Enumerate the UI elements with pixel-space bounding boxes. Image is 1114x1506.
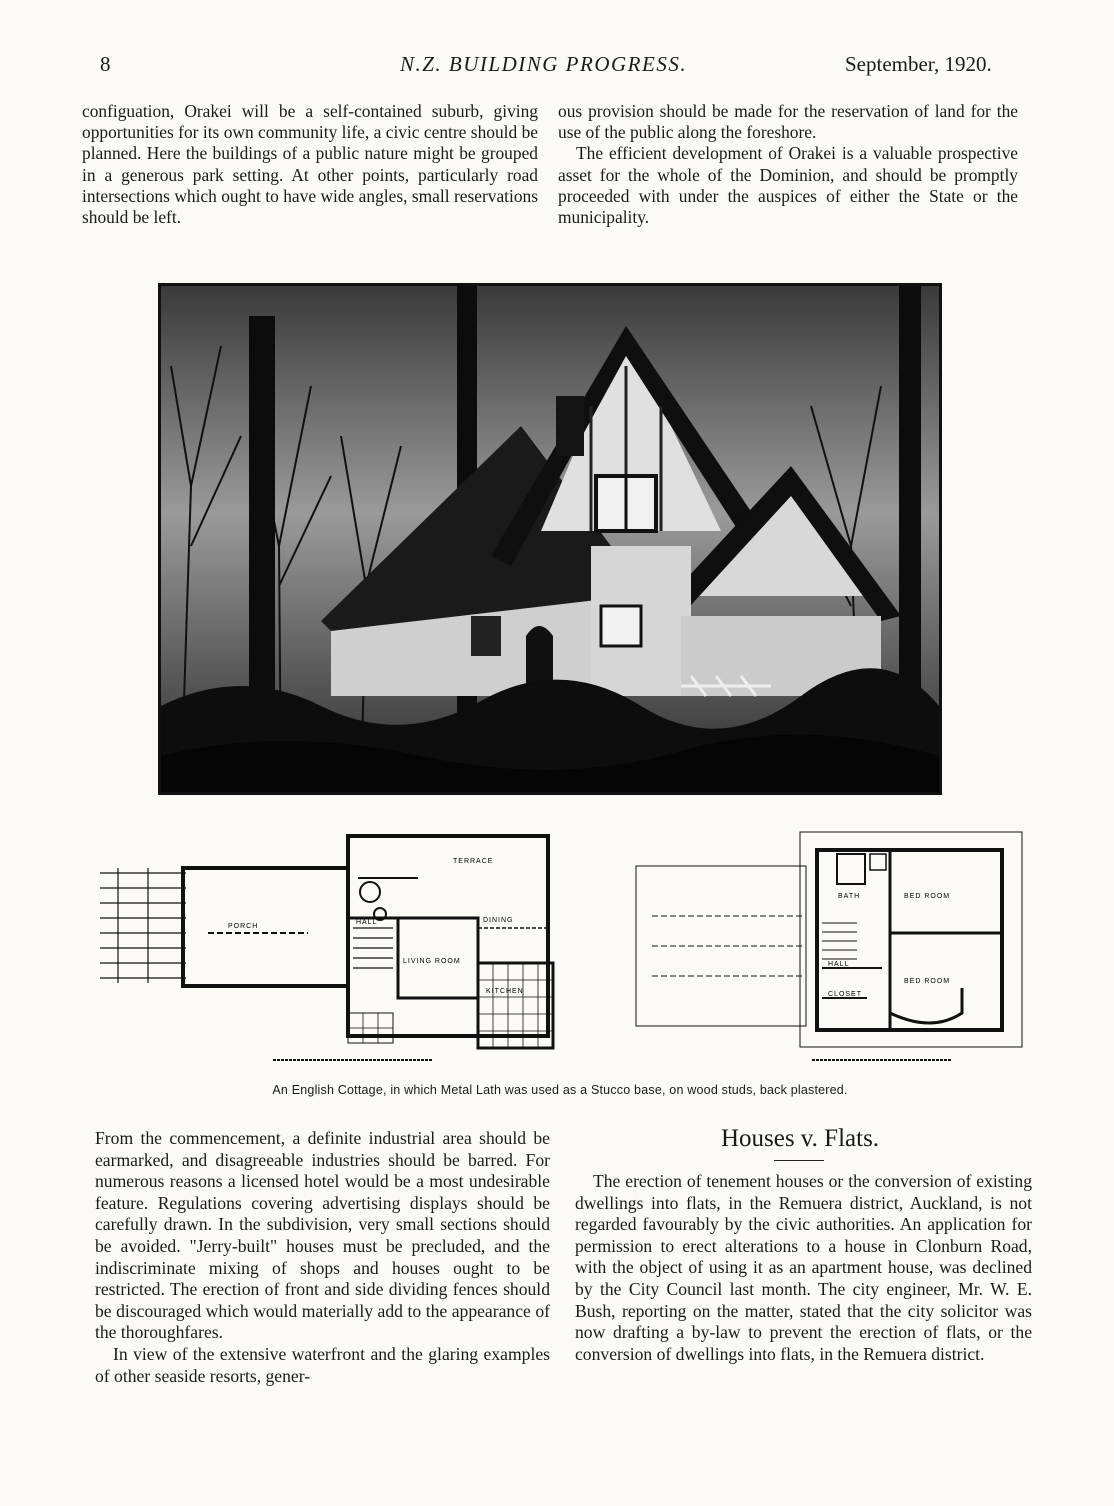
room-label: TERRACE [453,858,494,865]
paragraph: ous provision should be made for the reservation of land for the use of the public along the foreshore. [558,101,1018,143]
page-number: 8 [100,52,111,76]
room-label: BATH [838,893,861,900]
room-label: DINING [483,917,514,924]
article-heading: Houses v. Flats. [720,1125,880,1152]
room-label: BED ROOM [904,893,951,900]
cottage-illustration [161,286,939,792]
figure-caption: An English Cottage, in which Metal Lath was used as a Stucco base, on wood studs, back plastered. [272,1083,848,1097]
bottom-left-column [95,1128,550,1387]
room-label: LIVING ROOM [403,958,461,965]
room-label: HALL [828,961,850,968]
top-left-column [82,101,538,228]
first-floor-plan [632,828,1032,1073]
paragraph: The efficient development of Orakei is a valuable prospective asset for the whole of the Dominion, and should be promptly proceeded with under the auspices of either the State or the municipality. [558,143,1018,228]
room-label: KITCHEN [486,988,524,995]
publication-title: N.Z. BUILDING PROGRESS. [400,52,688,76]
room-label: CLOSET [828,991,863,998]
paragraph: From the commencement, a definite industrial area should be earmarked, and disagreeable industries should be barred. For numerous reasons a licensed hotel would be a most undesirable feature. Regulations covering advertising displays should be carefully drawn. In the subdivision, very small sections should be avoided. "Jerry-built" houses must be precluded, and the indiscriminate mixing of shops and houses ought to be restricted. The erection of front and side dividing fences should be discouraged which would materially add to the appearance of the thoroughfares. [95,1128,550,1343]
paragraph: configuation, Orakei will be a self-contained suburb, giving opportunities for its own community life, a civic centre should be planned. Here the buildings of a public nature might be grouped in a generous park setting. At other points, particularly road intersections which ought to have wide angles, small reservations should be left. [82,101,538,228]
issue-date: September, 1920. [845,52,992,76]
article-body [575,1171,1032,1365]
cottage-photograph [158,283,942,795]
paragraph: The erection of tenement houses or the conversion of existing dwellings into flats, in the Remuera district, Auckland, is not regarded favourably by the civic authorities. An application for permission to erect alterations to a house in Clonburn Road, with the object of using it as an apartment house, was declined by the City Council last month. The city engineer, Mr. W. E. Bush, reporting on the matter, stated that the city solicitor was now drafting a by-law to prevent the erection of flats, or the conversion of dwellings into flats, in the Remuera district. [575,1171,1032,1364]
room-label: BED ROOM [904,978,951,985]
ground-floor-drawing [98,828,568,1073]
room-label: HALL [356,919,378,926]
room-label: PORCH [228,923,259,930]
first-floor-drawing [632,828,1032,1073]
top-right-column [558,101,1018,228]
ground-floor-plan [98,828,568,1073]
heading-rule [774,1160,824,1161]
paragraph: In view of the extensive waterfront and the glaring examples of other seaside resorts, gener- [95,1343,550,1386]
